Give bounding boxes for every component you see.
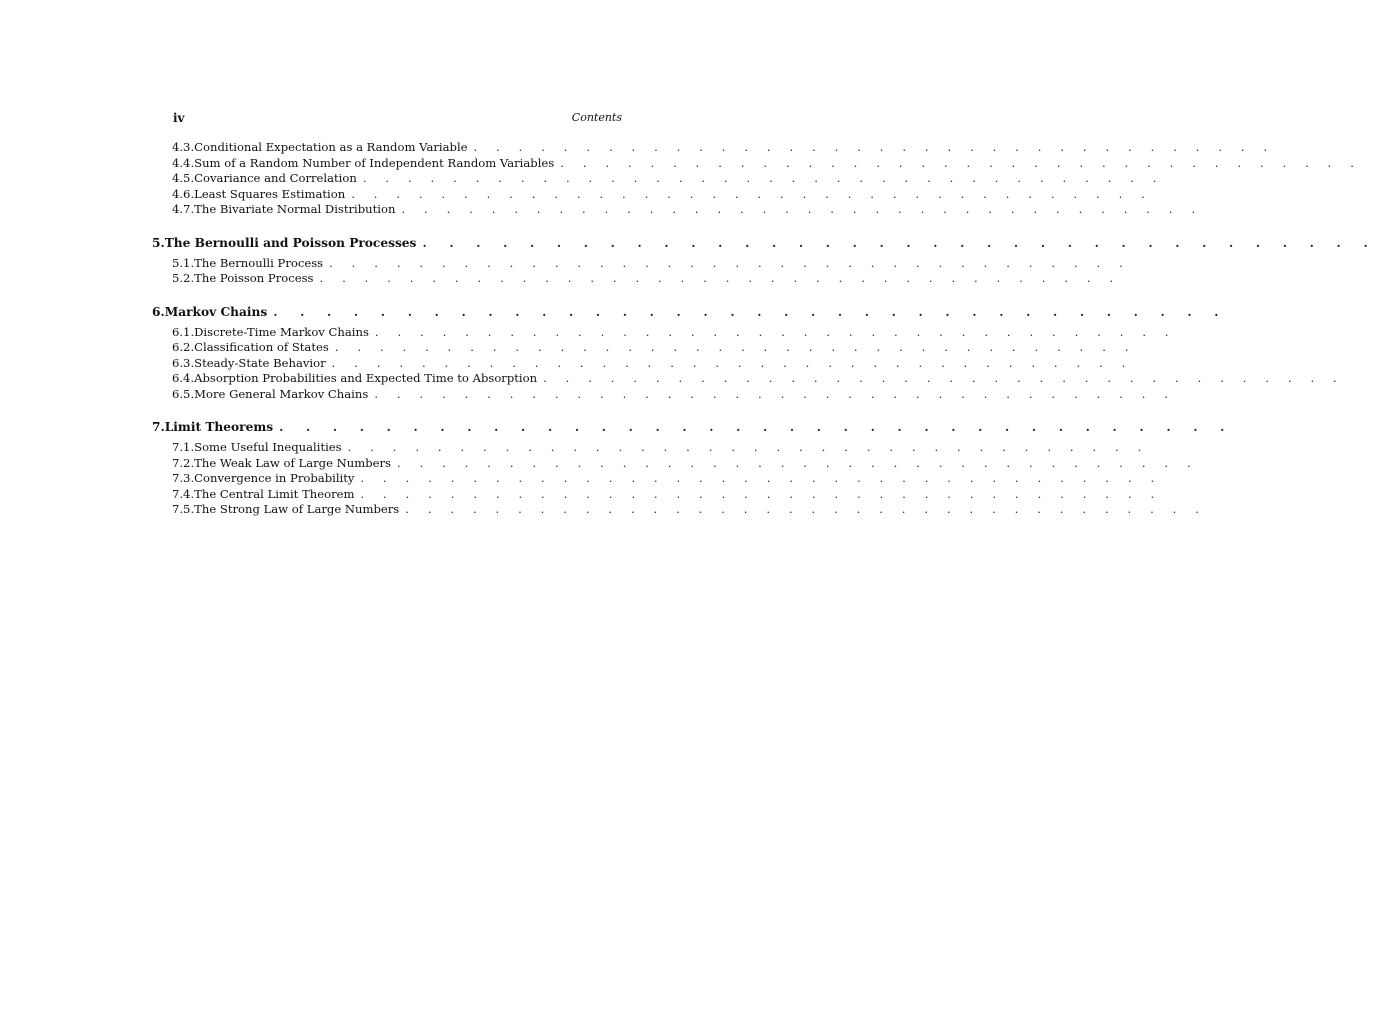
running-title: Contents <box>571 111 622 124</box>
dot-leader: . . . . . . . . . . . . . . . . . . . . . . . . . . . . . . . . . . . . <box>273 304 1228 319</box>
dot-leader: . . . . . . . . . . . . . . . . . . . . . . . . . . . . . . . . . . . . <box>319 271 1121 285</box>
dot-leader: . . . . . . . . . . . . . . . . . . . . . . . . . . . . . . . . . . . . <box>351 186 1153 201</box>
toc-chapter-6: 6. Markov Chains . . . . . . . . . . . . . . . . . . . . . . . . . . . . . . . . . . . . <box>152 304 1228 319</box>
toc-entry-6-2: 6.2. Classification of States . . . . . . . . . . . . . . . . . . . . . . . . . . . . . . . . . . . . <box>172 340 1137 354</box>
toc-entry-7-2: 7.2. The Weak Law of Large Numbers . . . . . . . . . . . . . . . . . . . . . . . . . . . . . . . . . . . . <box>172 455 1199 470</box>
dot-leader: . . . . . . . . . . . . . . . . . . . . . . . . . . . . . . . . . . . . <box>360 486 1162 501</box>
toc-entry-4-3: 4.3. Conditional Expectation as a Random Variable . . . . . . . . . . . . . . . . . . . . . . . . . . . . . . . . . . . . <box>172 140 1275 154</box>
toc-entry-4-5: 4.5. Covariance and Correlation . . . . . . . . . . . . . . . . . . . . . . . . . . . . . . . . . . . . <box>172 171 1165 185</box>
toc-entry-4-6: 4.6. Least Squares Estimation . . . . . . . . . . . . . . . . . . . . . . . . . . . . . . . . . . . . <box>172 186 1153 201</box>
dot-leader: . . . . . . . . . . . . . . . . . . . . . . . . . . . . . . . . . . . . <box>362 171 1165 185</box>
toc-entry-6-4: 6.4. Absorption Probabilities and Expected Time to Absorption . . . . . . . . . . . . . . . . . . . . . . . . . . . . . . . . . . . . <box>172 371 1345 385</box>
toc-entry-7-3: 7.3. Convergence in Probability . . . . . . . . . . . . . . . . . . . . . . . . . . . . . . . . . . . . <box>172 471 1162 485</box>
dot-leader: . . . . . . . . . . . . . . . . . . . . . . . . . . . . . . . . . . . . <box>279 420 1234 434</box>
dot-leader: . . . . . . . . . . . . . . . . . . . . . . . . . . . . . . . . . . . . <box>401 202 1203 216</box>
toc-entry-5-2: 5.2. The Poisson Process . . . . . . . . . . . . . . . . . . . . . . . . . . . . . . . . . . . . <box>172 271 1121 285</box>
dot-leader: . . . . . . . . . . . . . . . . . . . . . . . . . . . . . . . . . . . . <box>374 324 1177 339</box>
dot-leader: . . . . . . . . . . . . . . . . . . . . . . . . . . . . . . . . . . . . <box>405 502 1207 516</box>
toc-entry-4-7: 4.7. The Bivariate Normal Distribution . . . . . . . . . . . . . . . . . . . . . . . . . . . . . . . . . . . . <box>172 202 1203 216</box>
toc-entry-7-5: 7.5. The Strong Law of Large Numbers . . . . . . . . . . . . . . . . . . . . . . . . . . . . . . . . . . . . <box>172 502 1207 516</box>
dot-leader: . . . . . . . . . . . . . . . . . . . . . . . . . . . . . . . . . . . . <box>331 355 1133 370</box>
page-header <box>173 111 622 127</box>
toc-entry-4-4: 4.4. Sum of a Random Number of Independent Random Variables . . . . . . . . . . . . . . . . . . . . . . . . . . . . . . . . . . . . <box>172 155 1362 170</box>
toc-entry-6-5: 6.5. More General Markov Chains . . . . . . . . . . . . . . . . . . . . . . . . . . . . . . . . . . . . <box>172 386 1176 401</box>
toc-chapter-7: 7. Limit Theorems . . . . . . . . . . . . . . . . . . . . . . . . . . . . . . . . . . . . <box>152 420 1234 434</box>
dot-leader: . . . . . . . . . . . . . . . . . . . . . . . . . . . . . . . . . . . . <box>397 455 1199 470</box>
toc-entry-6-3: 6.3. Steady-State Behavior . . . . . . . . . . . . . . . . . . . . . . . . . . . . . . . . . . . . <box>172 355 1133 370</box>
toc-entry-5-1: 5.1. The Bernoulli Process . . . . . . . . . . . . . . . . . . . . . . . . . . . . . . . . . . . . <box>172 255 1131 270</box>
table-of-contents <box>152 140 1377 518</box>
toc-entry-7-4: 7.4. The Central Limit Theorem . . . . . . . . . . . . . . . . . . . . . . . . . . . . . . . . . . . . <box>172 486 1162 501</box>
dot-leader: . . . . . . . . . . . . . . . . . . . . . . . . . . . . . . . . . . . . <box>329 255 1131 270</box>
dot-leader: . . . . . . . . . . . . . . . . . . . . . . . . . . . . . . . . . . . . <box>473 140 1275 154</box>
toc-chapter-5: 5. The Bernoulli and Poisson Processes . . . . . . . . . . . . . . . . . . . . . . . . . . . . . . . . . . . . <box>152 235 1377 250</box>
dot-leader: . . . . . . . . . . . . . . . . . . . . . . . . . . . . . . . . . . . . <box>422 235 1377 250</box>
dot-leader: . . . . . . . . . . . . . . . . . . . . . . . . . . . . . . . . . . . . <box>543 371 1345 385</box>
dot-leader: . . . . . . . . . . . . . . . . . . . . . . . . . . . . . . . . . . . . <box>360 471 1162 485</box>
toc-entry-7-1: 7.1. Some Useful Inequalities . . . . . . . . . . . . . . . . . . . . . . . . . . . . . . . . . . . . <box>172 440 1149 454</box>
dot-leader: . . . . . . . . . . . . . . . . . . . . . . . . . . . . . . . . . . . . <box>334 340 1137 354</box>
dot-leader: . . . . . . . . . . . . . . . . . . . . . . . . . . . . . . . . . . . . <box>560 155 1362 170</box>
dot-leader: . . . . . . . . . . . . . . . . . . . . . . . . . . . . . . . . . . . . <box>347 440 1149 454</box>
page-number: iv <box>173 111 185 125</box>
dot-leader: . . . . . . . . . . . . . . . . . . . . . . . . . . . . . . . . . . . . <box>374 386 1176 401</box>
toc-entry-6-1: 6.1. Discrete-Time Markov Chains . . . . . . . . . . . . . . . . . . . . . . . . . . . . . . . . . . . . <box>172 324 1177 339</box>
